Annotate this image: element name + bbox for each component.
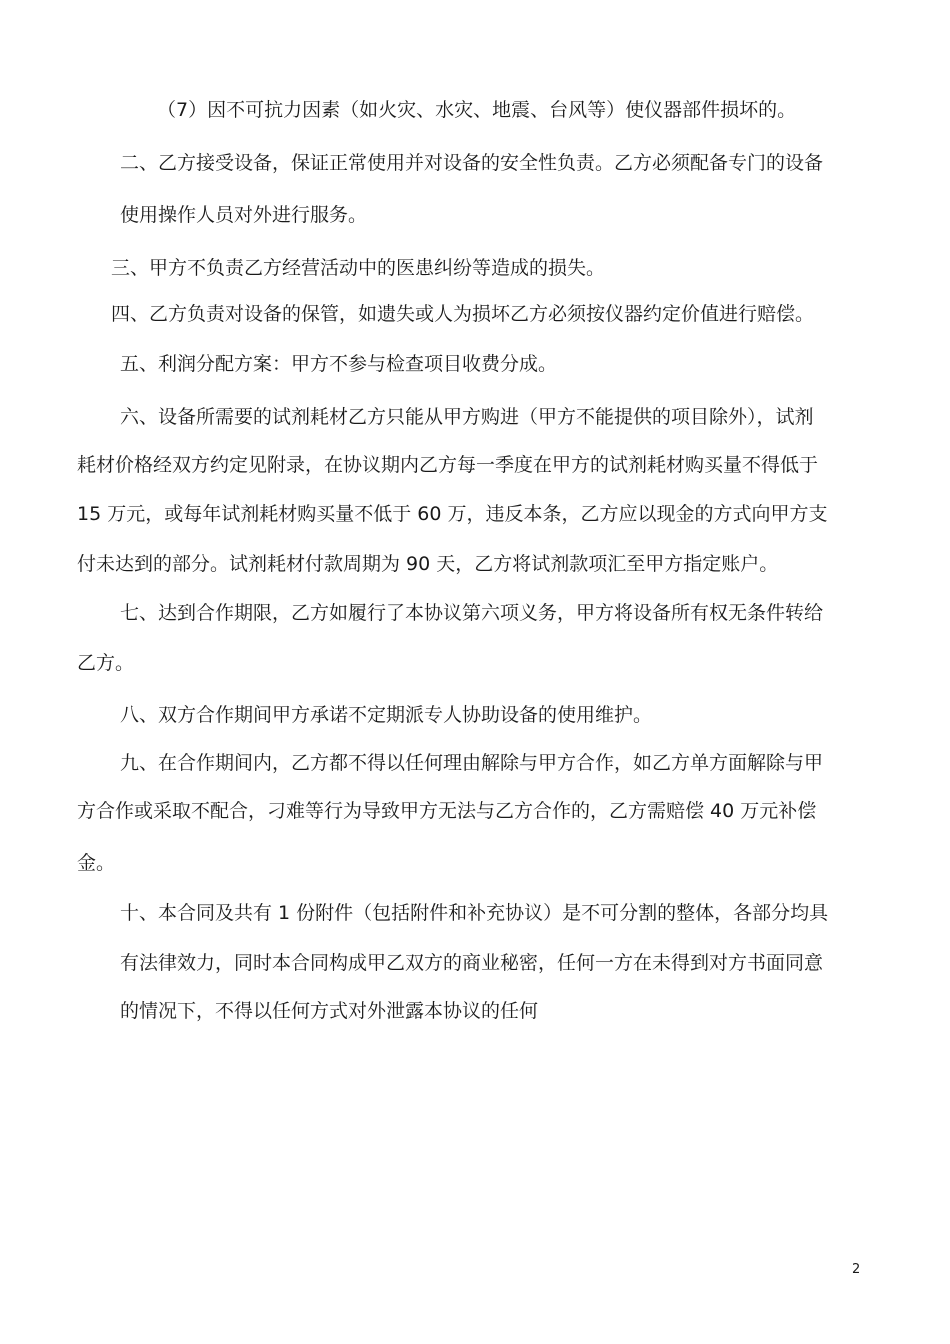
text-line: 方合作或采取不配合，刁难等行为导致甲方无法与乙方合作的，乙方需赔偿 40 万元补偿	[77, 800, 817, 822]
text-line: 金。	[77, 852, 116, 874]
text-line: 八、双方合作期间甲方承诺不定期派专人协助设备的使用维护。	[120, 704, 653, 726]
page-number: 2	[852, 1262, 861, 1277]
text-line: 三、甲方不负责乙方经营活动中的医患纠纷等造成的损失。	[111, 257, 606, 279]
text-line: 付未达到的部分。试剂耗材付款周期为 90 天，乙方将试剂款项汇至甲方指定账户。	[77, 553, 779, 575]
text-line: 的情况下，不得以任何方式对外泄露本协议的任何	[120, 1000, 539, 1022]
text-line: （7）因不可抗力因素（如火灾、水灾、地震、台风等）使仪器部件损坏的。	[157, 99, 797, 121]
text-line: 六、设备所需要的试剂耗材乙方只能从甲方购进（甲方不能提供的项目除外），试剂	[120, 406, 814, 428]
text-line: 15 万元，或每年试剂耗材购买量不低于 60 万，违反本条，乙方应以现金的方式向甲方支	[77, 503, 828, 525]
text-line: 耗材价格经双方约定见附录，在协议期内乙方每一季度在甲方的试剂耗材购买量不得低于	[77, 454, 819, 476]
text-line: 乙方。	[77, 652, 135, 674]
text-line: 四、乙方负责对设备的保管，如遗失或人为损坏乙方必须按仪器约定价值进行赔偿。	[111, 303, 815, 325]
text-line: 九、在合作期间内，乙方都不得以任何理由解除与甲方合作，如乙方单方面解除与甲	[120, 752, 824, 774]
text-line: 二、乙方接受设备，保证正常使用并对设备的安全性负责。乙方必须配备专门的设备	[120, 152, 824, 174]
text-line: 五、利润分配方案：甲方不参与检查项目收费分成。	[120, 353, 558, 375]
text-line: 有法律效力，同时本合同构成甲乙双方的商业秘密，任何一方在未得到对方书面同意	[120, 952, 824, 974]
text-line: 使用操作人员对外进行服务。	[120, 204, 368, 226]
text-line: 十、本合同及共有 1 份附件（包括附件和补充协议）是不可分割的整体，各部分均具	[120, 902, 829, 924]
text-line: 七、达到合作期限，乙方如履行了本协议第六项义务，甲方将设备所有权无条件转给	[120, 602, 824, 624]
